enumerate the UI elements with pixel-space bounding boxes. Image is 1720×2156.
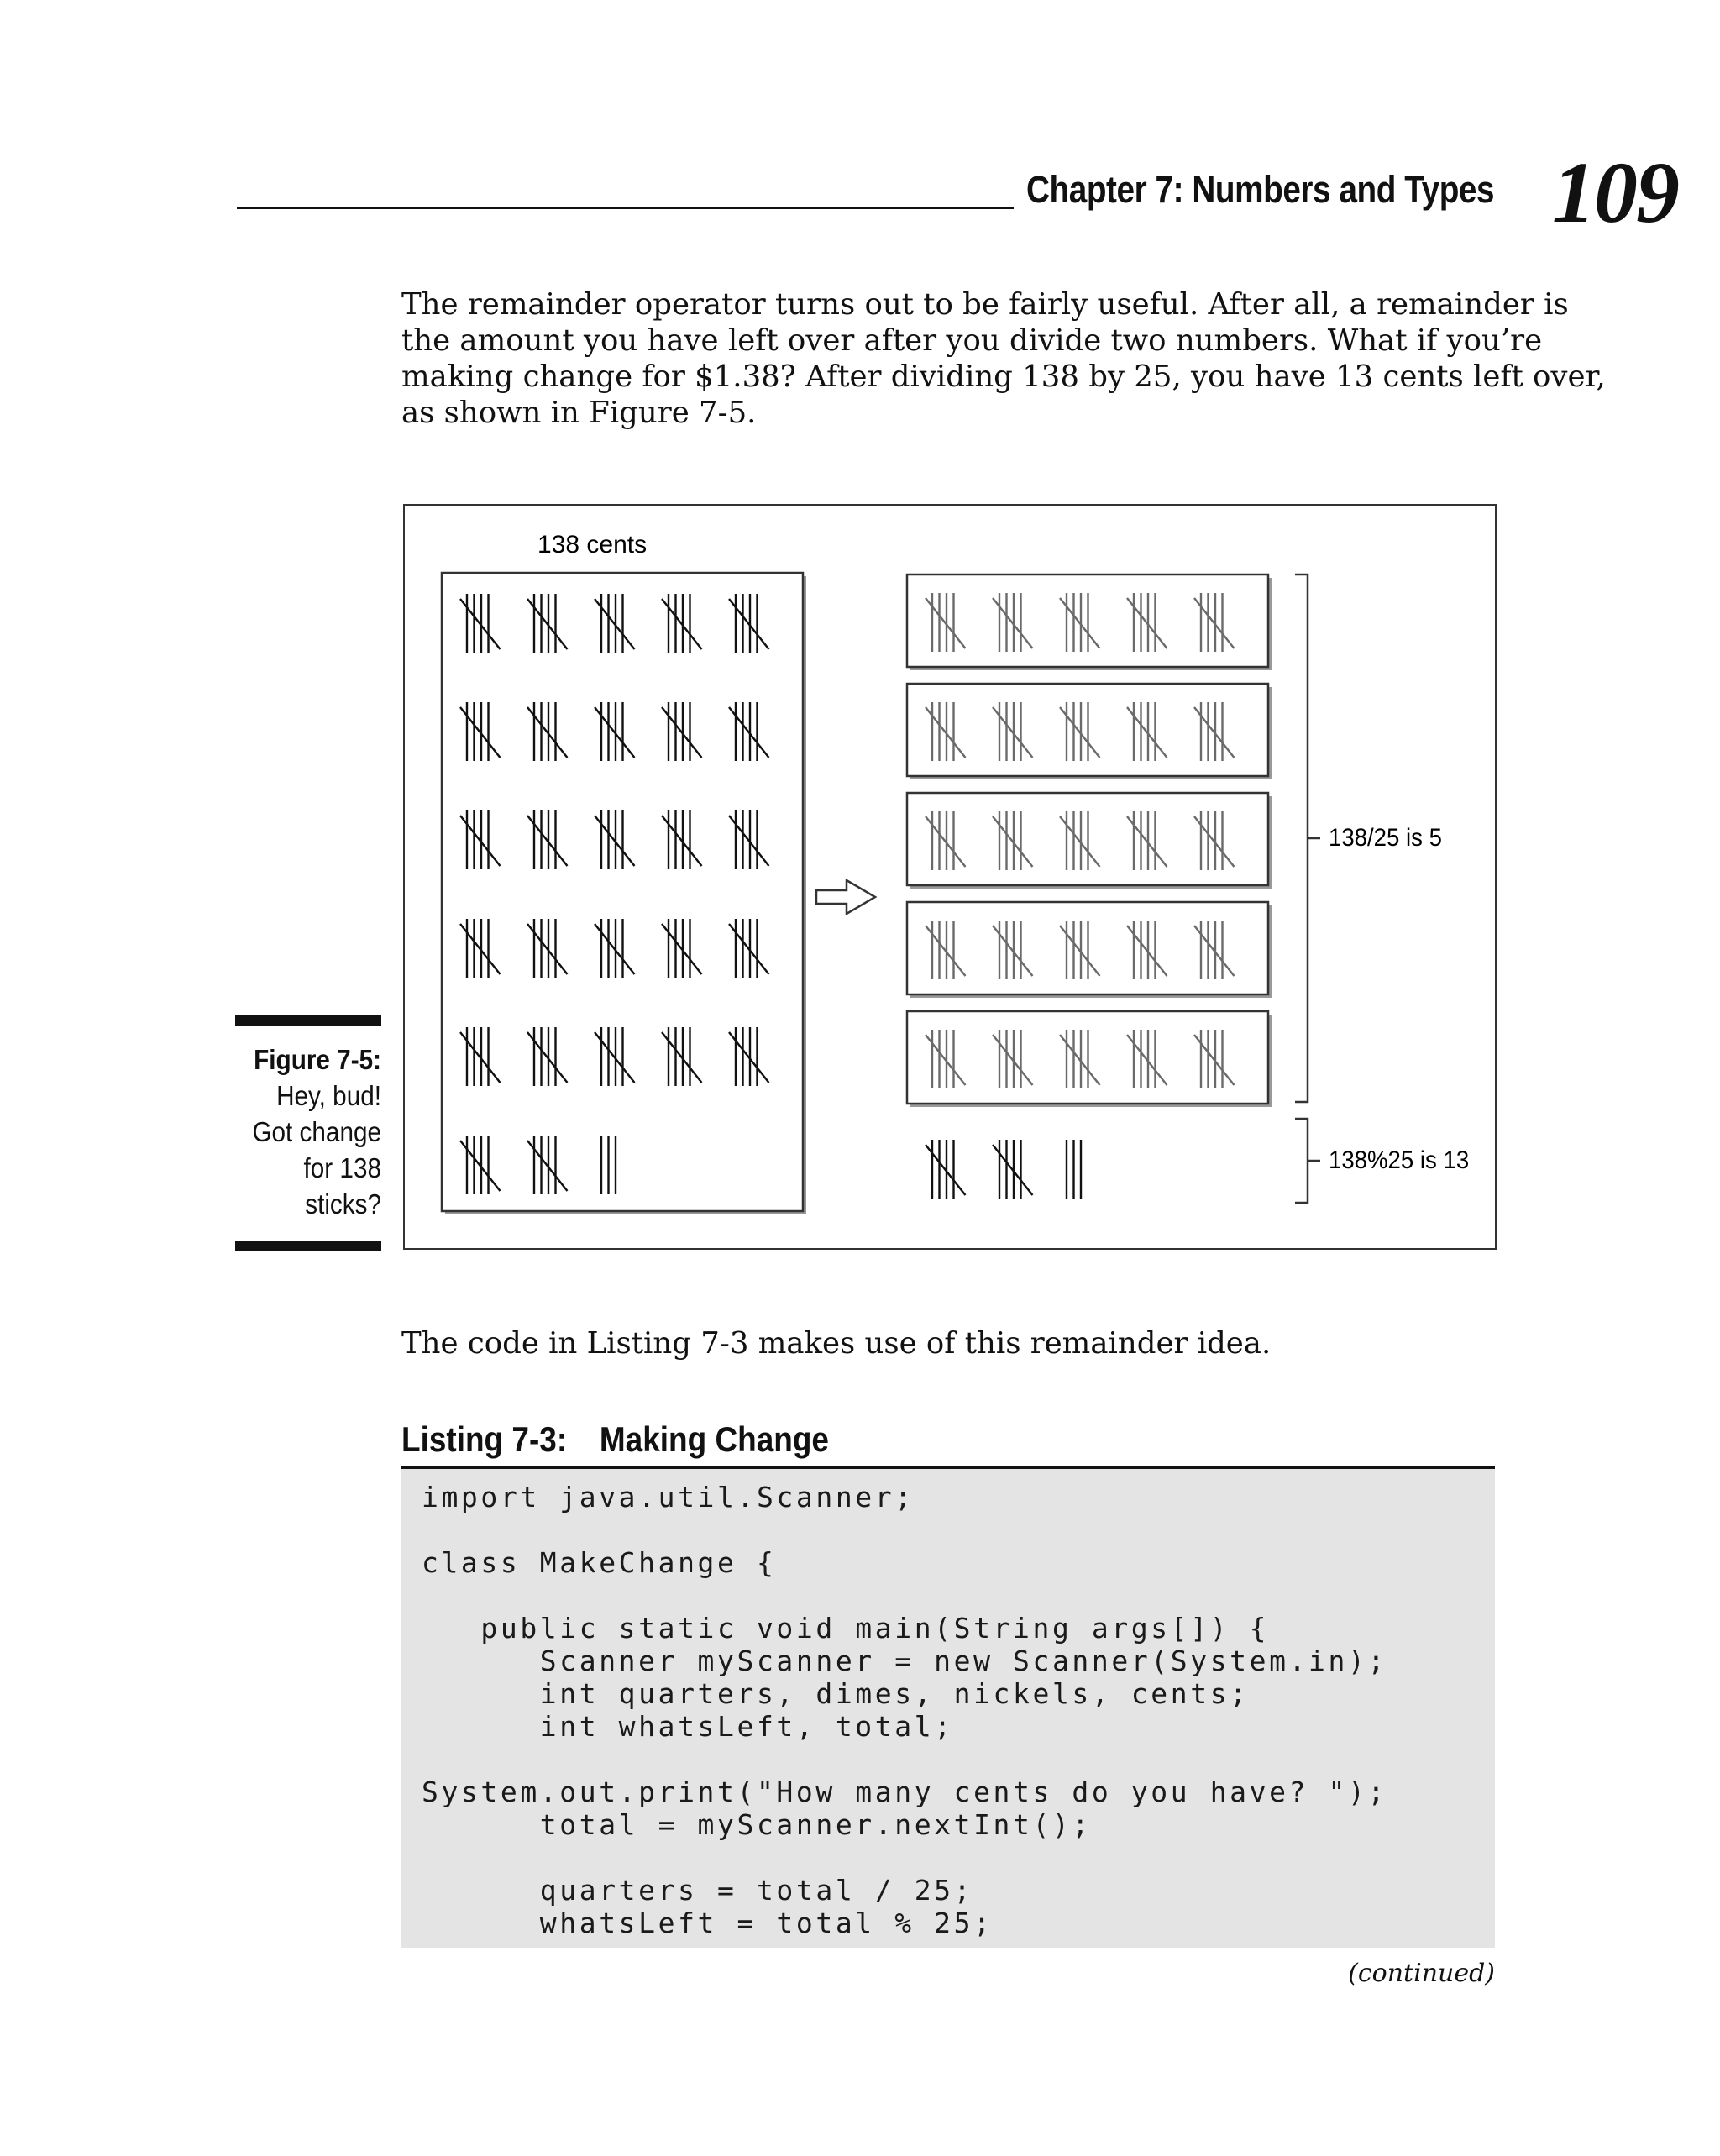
code-line: System.out.print("How many cents do you have? "); bbox=[422, 1776, 1387, 1808]
figure-label: Figure 7-5: bbox=[254, 1044, 381, 1075]
header-rule bbox=[237, 207, 1014, 209]
code-listing bbox=[401, 1469, 1495, 1948]
caption-line: sticks? bbox=[305, 1188, 381, 1220]
intro-paragraph bbox=[401, 286, 1606, 431]
left-panel-box bbox=[442, 573, 803, 1211]
after-figure-paragraph: The code in Listing 7-3 makes use of this remainder idea. bbox=[401, 1326, 1272, 1361]
continued-label: (continued) bbox=[1348, 1959, 1495, 1988]
figure-caption bbox=[227, 1041, 381, 1222]
code-line: public static void main(String args[]) { bbox=[422, 1612, 1270, 1645]
listing-title bbox=[401, 1419, 829, 1460]
listing-number: Listing 7-3: bbox=[401, 1419, 568, 1459]
left-panel-title: 138 cents bbox=[538, 531, 648, 559]
remainder-label: 138%25 is 13 bbox=[1329, 1146, 1470, 1175]
arrow-icon bbox=[816, 880, 875, 914]
listing-name: Making Change bbox=[599, 1419, 829, 1459]
code-line: Scanner myScanner = new Scanner(System.in); bbox=[422, 1645, 1387, 1677]
page-number: 109 bbox=[1552, 144, 1678, 241]
code-line: total = myScanner.nextInt(); bbox=[422, 1808, 1092, 1841]
code-line: import java.util.Scanner; bbox=[422, 1481, 915, 1513]
quotient-label: 138/25 is 5 bbox=[1329, 823, 1442, 852]
caption-line: for 138 bbox=[303, 1152, 381, 1183]
code-line: int whatsLeft, total; bbox=[422, 1710, 954, 1743]
figure-frame bbox=[403, 504, 1497, 1250]
right-panel bbox=[907, 574, 1272, 1199]
tally-diagram bbox=[405, 506, 1498, 1251]
quotient-bracket bbox=[1295, 574, 1320, 1102]
code-line: class MakeChange { bbox=[422, 1546, 777, 1579]
remainder-bracket bbox=[1295, 1119, 1320, 1203]
caption-bar-bottom bbox=[235, 1241, 381, 1251]
intro-line: as shown in Figure 7-5. bbox=[401, 396, 757, 430]
intro-line: making change for $1.38? After dividing 138 by 25, you have 13 cents left over, bbox=[401, 359, 1606, 394]
caption-line: Got change bbox=[252, 1116, 381, 1147]
remainder-tally-row bbox=[926, 1140, 1081, 1199]
intro-line: the amount you have left over after you divide two numbers. What if you’re bbox=[401, 323, 1543, 358]
code-line: whatsLeft = total % 25; bbox=[422, 1907, 994, 1939]
code-line: int quarters, dimes, nickels, cents; bbox=[422, 1677, 1250, 1710]
caption-bar-top bbox=[235, 1015, 381, 1026]
intro-line: The remainder operator turns out to be fairly useful. After all, a remainder is bbox=[401, 287, 1569, 322]
chapter-title: Chapter 7: Numbers and Types bbox=[1026, 168, 1495, 211]
caption-line: Hey, bud! bbox=[276, 1080, 381, 1111]
left-panel bbox=[442, 573, 806, 1214]
code-line: quarters = total / 25; bbox=[422, 1874, 974, 1907]
